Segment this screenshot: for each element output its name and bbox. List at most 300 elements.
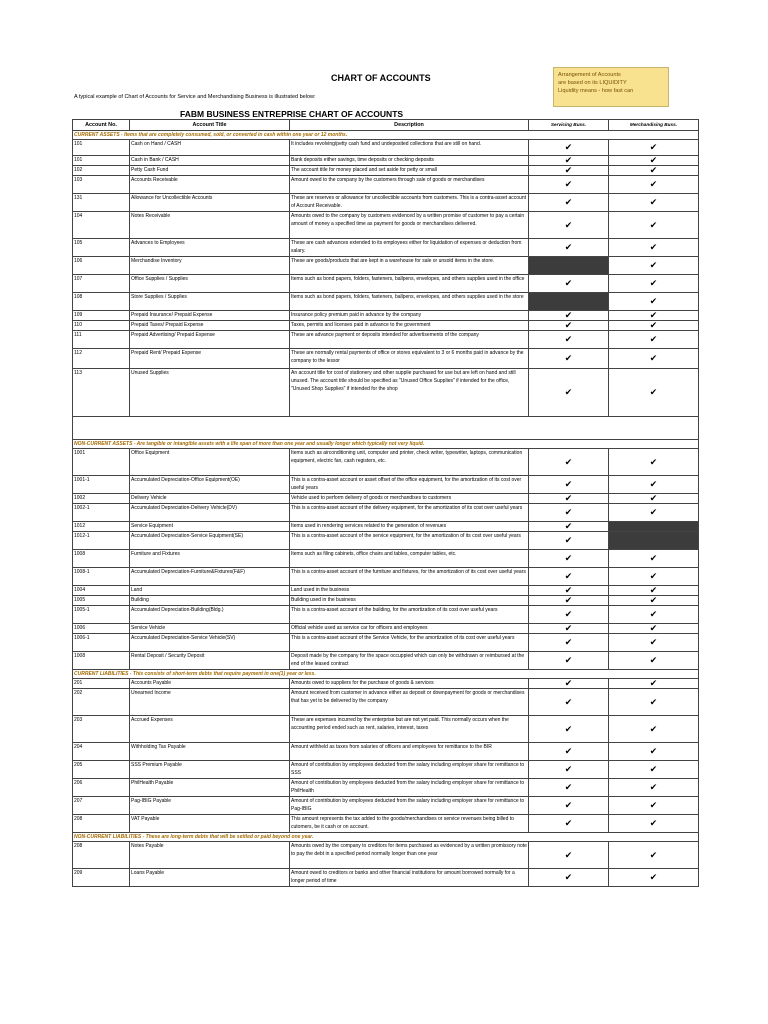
servicing-check-cell xyxy=(529,568,609,586)
merchandising-check-cell xyxy=(609,522,699,532)
check-mark-icon: ✔ xyxy=(564,142,573,152)
servicing-check-cell xyxy=(529,689,609,716)
servicing-check-cell xyxy=(529,321,609,331)
account-no-cell: 105 xyxy=(73,239,130,257)
account-no-cell: 202 xyxy=(73,689,130,716)
account-no-cell: 111 xyxy=(73,331,130,349)
table-row xyxy=(73,321,699,331)
check-mark-icon: ✔ xyxy=(564,219,573,230)
header-merchandising: Merchandising Buss. xyxy=(609,120,699,131)
merchandising-check-cell xyxy=(609,596,699,606)
account-no-cell: 102 xyxy=(73,166,130,176)
account-title-cell: Accounts Receivable xyxy=(130,176,290,194)
merchandising-check-cell xyxy=(609,679,699,689)
description-cell: The account title for money placed and set aside for petty or small xyxy=(290,166,529,176)
note-line: Liquidity means - how fast can xyxy=(558,88,634,94)
check-mark-icon: ✔ xyxy=(564,179,573,189)
note-line: Arrangement of Accounts xyxy=(558,72,621,78)
account-no-cell: 107 xyxy=(73,275,130,293)
merchandising-check-cell xyxy=(609,257,699,275)
check-mark-icon: ✔ xyxy=(649,655,658,665)
servicing-check-cell xyxy=(529,815,609,833)
table-row xyxy=(73,212,699,239)
servicing-check-cell xyxy=(529,239,609,257)
table-row xyxy=(73,176,699,194)
check-mark-icon: ✔ xyxy=(564,155,573,165)
account-title-cell: Accrued Expenses xyxy=(130,716,290,743)
account-title-cell: Accumulated Depreciation-Service Equipment(SE) xyxy=(130,532,290,550)
description-cell: Items used in rendering services related to the generation of revenues xyxy=(290,522,529,532)
merchandising-check-cell xyxy=(609,321,699,331)
account-title-cell: Loans Payable xyxy=(130,869,290,887)
check-mark-icon: ✔ xyxy=(649,165,658,175)
check-mark-icon: ✔ xyxy=(564,623,573,633)
check-mark-icon: ✔ xyxy=(649,595,658,605)
description-cell: Amount of contribution by employees deducted from the salary including employer share for remittance to SSS xyxy=(290,761,529,779)
check-mark-icon: ✔ xyxy=(564,637,573,647)
description-cell: Land used in the business xyxy=(290,586,529,596)
servicing-check-cell xyxy=(529,679,609,689)
description-cell: This is a contra-asset account of the furniture and fixtures, for the amortization of its cost over useful years xyxy=(290,568,529,586)
check-mark-icon: ✔ xyxy=(649,310,658,320)
account-title-cell: Store Supplies / Supplies xyxy=(130,293,290,311)
merchandising-check-cell xyxy=(609,275,699,293)
check-mark-icon: ✔ xyxy=(649,800,658,810)
check-mark-icon: ✔ xyxy=(564,696,573,707)
servicing-check-cell xyxy=(529,504,609,522)
account-no-cell: 208 xyxy=(73,815,130,833)
servicing-check-cell xyxy=(529,257,609,275)
table-row xyxy=(73,369,699,417)
account-no-cell: 1008 xyxy=(73,652,130,670)
description-cell: This is a contra-asset account or asset offset of the office equipment, for the amortization of its cost over useful years xyxy=(290,476,529,494)
merchandising-check-cell xyxy=(609,743,699,761)
servicing-check-cell xyxy=(529,596,609,606)
description-cell: Official vehicle used as service car for officers and employees xyxy=(290,624,529,634)
check-mark-icon: ✔ xyxy=(564,782,573,792)
check-mark-icon: ✔ xyxy=(564,493,573,503)
check-mark-icon: ✔ xyxy=(649,696,658,707)
table-body xyxy=(73,131,699,887)
description-cell: These are reserves or allowance for uncollectible accounts from customers. This is a contra-asset account of Account Receivable. xyxy=(290,194,529,212)
check-mark-icon: ✔ xyxy=(649,507,658,517)
account-title-cell: Prepaid Taxes/ Prepaid Expense xyxy=(130,321,290,331)
table-row xyxy=(73,476,699,494)
servicing-check-cell xyxy=(529,194,609,212)
section-header: CURRENT ASSETS - Items that are completely consumed, sold, or converted in cash within one year or 12 months. xyxy=(73,131,699,140)
check-mark-icon: ✔ xyxy=(649,334,658,344)
check-mark-icon: ✔ xyxy=(649,320,658,330)
check-mark-icon: ✔ xyxy=(649,782,658,792)
check-mark-icon: ✔ xyxy=(649,678,658,688)
servicing-check-cell xyxy=(529,532,609,550)
description-cell: Insurance policy premium paid in advance by the company xyxy=(290,311,529,321)
account-no-cell: 1005 xyxy=(73,596,130,606)
description-cell: This is a contra-asset account of the delivery equipment, for the amortization of its cost over useful years xyxy=(290,504,529,522)
table-row xyxy=(73,257,699,275)
account-no-cell: 101 xyxy=(73,156,130,166)
account-no-cell: 209 xyxy=(73,869,130,887)
description-cell: Amount withheld as taxes from salaries of officers and employees for remittance to the BIR xyxy=(290,743,529,761)
description-cell: Amount received from customer in advance either as deposit or downpayment for goods or merchandises that has yet to be delivered by the company xyxy=(290,689,529,716)
table-row xyxy=(73,568,699,586)
account-title-cell: Office Equipment xyxy=(130,449,290,476)
servicing-check-cell xyxy=(529,166,609,176)
check-mark-icon: ✔ xyxy=(564,800,573,810)
servicing-check-cell xyxy=(529,369,609,417)
check-mark-icon: ✔ xyxy=(649,278,658,288)
description-cell: Items such as filing cabinets, office chairs and tables, computer tables, etc. xyxy=(290,550,529,568)
account-title-cell: Notes Receivable xyxy=(130,212,290,239)
account-no-cell: 131 xyxy=(73,194,130,212)
account-title-cell: Accumulated Depreciation-Service Vehicle(SV) xyxy=(130,634,290,652)
check-mark-icon: ✔ xyxy=(564,535,573,545)
account-no-cell: 208 xyxy=(73,842,130,869)
check-mark-icon: ✔ xyxy=(564,320,573,330)
merchandising-check-cell xyxy=(609,815,699,833)
header-account-title: Account Title xyxy=(130,120,290,131)
check-mark-icon: ✔ xyxy=(564,456,573,467)
check-mark-icon: ✔ xyxy=(649,764,658,774)
account-no-cell: 207 xyxy=(73,797,130,815)
account-title-cell: Service Equipment xyxy=(130,522,290,532)
account-title-cell: Prepaid Insurance/ Prepaid Expense xyxy=(130,311,290,321)
account-no-cell: 104 xyxy=(73,212,130,239)
servicing-check-cell xyxy=(529,331,609,349)
servicing-check-cell xyxy=(529,212,609,239)
check-mark-icon: ✔ xyxy=(649,353,658,363)
servicing-check-cell xyxy=(529,761,609,779)
servicing-check-cell xyxy=(529,275,609,293)
servicing-check-cell xyxy=(529,716,609,743)
account-title-cell: Accounts Payable xyxy=(130,679,290,689)
table-row xyxy=(73,624,699,634)
check-mark-icon: ✔ xyxy=(564,678,573,688)
merchandising-check-cell xyxy=(609,476,699,494)
table-row xyxy=(73,606,699,624)
merchandising-check-cell xyxy=(609,761,699,779)
account-no-cell: 1001 xyxy=(73,449,130,476)
check-mark-icon: ✔ xyxy=(564,764,573,774)
account-title-cell: Service Vehicle xyxy=(130,624,290,634)
merchandising-check-cell xyxy=(609,797,699,815)
account-title-cell: Building xyxy=(130,596,290,606)
account-title-cell: Merchandise Inventory xyxy=(130,257,290,275)
check-mark-icon: ✔ xyxy=(564,746,573,756)
description-cell: Vehicle used to perform delivery of goods or merchandises to customers xyxy=(290,494,529,504)
table-row xyxy=(73,532,699,550)
table-row xyxy=(73,779,699,797)
section-header: NON-CURRENT LIABILITIES - These are long-term debts that will be settled or paid beyond one year. xyxy=(73,833,699,842)
servicing-check-cell xyxy=(529,476,609,494)
check-mark-icon: ✔ xyxy=(649,456,658,467)
description-cell: Building used in the business xyxy=(290,596,529,606)
check-mark-icon: ✔ xyxy=(649,818,658,828)
check-mark-icon: ✔ xyxy=(564,165,573,175)
check-mark-icon: ✔ xyxy=(564,334,573,344)
check-mark-icon: ✔ xyxy=(564,387,573,397)
table-row xyxy=(73,842,699,869)
table-row xyxy=(73,293,699,311)
servicing-check-cell xyxy=(529,140,609,156)
merchandising-check-cell xyxy=(609,716,699,743)
description-cell: This is a contra-asset account of the Service Vehicle, for the amortization of its cost over useful years xyxy=(290,634,529,652)
servicing-check-cell xyxy=(529,522,609,532)
table-row xyxy=(73,166,699,176)
check-mark-icon: ✔ xyxy=(649,623,658,633)
servicing-check-cell xyxy=(529,176,609,194)
section-row xyxy=(73,833,699,842)
check-mark-icon: ✔ xyxy=(564,242,573,252)
description-cell: An account title for cost of stationery and other supplie purchased for use but are left on hand and still unused. The account title should be specified as "Unused Office Supplies" if intended for the office, "Unused Shop Supplies" if intended for the shop xyxy=(290,369,529,417)
check-mark-icon: ✔ xyxy=(564,818,573,828)
merchandising-check-cell xyxy=(609,239,699,257)
description-cell: Amount owed to creditors or banks and other financial institutions for amount borrowed normally for a longer period of time xyxy=(290,869,529,887)
section-header: CURRENT LIABILITIES - This consists of short-term debts that require payment in one(1) year or less. xyxy=(73,670,699,679)
account-title-cell: Prepaid Advertising/ Prepaid Expense xyxy=(130,331,290,349)
check-mark-icon: ✔ xyxy=(649,296,658,306)
check-mark-icon: ✔ xyxy=(649,179,658,189)
account-title-cell: Accumulated Depreciation-Furniture&Fixtures(F&F) xyxy=(130,568,290,586)
account-title-cell: Unused Supplies xyxy=(130,369,290,417)
check-mark-icon: ✔ xyxy=(649,849,658,860)
account-no-cell: 112 xyxy=(73,349,130,369)
merchandising-check-cell xyxy=(609,194,699,212)
account-title-cell: Rental Deposit / Security Deposit xyxy=(130,652,290,670)
account-no-cell: 1005-1 xyxy=(73,606,130,624)
merchandising-check-cell xyxy=(609,532,699,550)
description-cell: Bank deposits either savings, time deposits or checking deposits xyxy=(290,156,529,166)
account-no-cell: 109 xyxy=(73,311,130,321)
servicing-check-cell xyxy=(529,293,609,311)
account-title-cell: Cash in Bank / CASH xyxy=(130,156,290,166)
description-cell: Amount of contribution by employees deducted from the salary including employer share for remittance to Pag-IBIG xyxy=(290,797,529,815)
merchandising-check-cell xyxy=(609,311,699,321)
account-title-cell: Advances to Employees xyxy=(130,239,290,257)
check-mark-icon: ✔ xyxy=(649,142,658,152)
table-row xyxy=(73,689,699,716)
description-cell: Amount of contribution by employees deducted from the salary including employer share for remittance to PhilHealth xyxy=(290,779,529,797)
table-row xyxy=(73,522,699,532)
account-title-cell: Accumulated Depreciation-Delivery Vehicle(DV) xyxy=(130,504,290,522)
account-no-cell: 1012-1 xyxy=(73,532,130,550)
table-row xyxy=(73,716,699,743)
merchandising-check-cell xyxy=(609,293,699,311)
merchandising-check-cell xyxy=(609,634,699,652)
description-cell: This amount represents the tax added to the goods/merchandises or service revenues being billed to cutomers, be it cash or on account. xyxy=(290,815,529,833)
servicing-check-cell xyxy=(529,842,609,869)
table-row xyxy=(73,331,699,349)
merchandising-check-cell xyxy=(609,689,699,716)
description-cell: Items such as bond papers, folders, fasteners, ballpens, envelopes, and others supplies used in the store xyxy=(290,293,529,311)
account-no-cell: 1006-1 xyxy=(73,634,130,652)
account-title-cell: Delivery Vehicle xyxy=(130,494,290,504)
account-no-cell: 203 xyxy=(73,716,130,743)
table-row xyxy=(73,349,699,369)
merchandising-check-cell xyxy=(609,369,699,417)
table-row xyxy=(73,449,699,476)
merchandising-check-cell xyxy=(609,779,699,797)
description-cell: Taxes, permits and licenses paid in advance to the government xyxy=(290,321,529,331)
check-mark-icon: ✔ xyxy=(564,521,573,531)
section-row xyxy=(73,440,699,449)
servicing-check-cell xyxy=(529,797,609,815)
description-cell: Amounts owed by the company to creditors for items purchased as evidenced by a written promissory note to pay the debt in a specified period normally longer than one year xyxy=(290,842,529,869)
account-title-cell: PhilHealth Payable xyxy=(130,779,290,797)
table-row xyxy=(73,239,699,257)
merchandising-check-cell xyxy=(609,494,699,504)
liquidity-note xyxy=(553,67,669,107)
account-title-cell: Notes Payable xyxy=(130,842,290,869)
header-account-no: Account No. xyxy=(73,120,130,131)
account-title-cell: Allowance for Uncollectible Accounts xyxy=(130,194,290,212)
check-mark-icon: ✔ xyxy=(564,507,573,517)
check-mark-icon: ✔ xyxy=(564,723,573,734)
check-mark-icon: ✔ xyxy=(649,637,658,647)
check-mark-icon: ✔ xyxy=(564,609,573,619)
merchandising-check-cell xyxy=(609,349,699,369)
servicing-check-cell xyxy=(529,449,609,476)
check-mark-icon: ✔ xyxy=(564,479,573,489)
description-cell: Items such as airconditioning unit, computer and printer, check writer, typewriter, laptops, communication equipment, electric fan, cash registers, etc. xyxy=(290,449,529,476)
account-no-cell: 1008-1 xyxy=(73,568,130,586)
account-title-cell: Petty Cash Fund xyxy=(130,166,290,176)
table-row xyxy=(73,761,699,779)
accounts-table xyxy=(72,119,699,887)
merchandising-check-cell xyxy=(609,140,699,156)
account-title-cell: Office Supplies / Supplies xyxy=(130,275,290,293)
table-row xyxy=(73,679,699,689)
servicing-check-cell xyxy=(529,311,609,321)
merchandising-check-cell xyxy=(609,606,699,624)
check-mark-icon: ✔ xyxy=(564,595,573,605)
servicing-check-cell xyxy=(529,156,609,166)
table-row xyxy=(73,586,699,596)
account-no-cell: 1002 xyxy=(73,494,130,504)
description-cell: These are expenses incurred by the enterprise but are not yet paid. This normally occurs when the accounting period ended such as rent, salaries, interest, taxes xyxy=(290,716,529,743)
description-cell: These are advance payment or deposits intended for advertisements of the company xyxy=(290,331,529,349)
description-cell: Deposit made by the company for the space occuppied which can only be withdrawn or reimbursed at the end of the leased contract xyxy=(290,652,529,670)
account-title-cell: Land xyxy=(130,586,290,596)
check-mark-icon: ✔ xyxy=(649,723,658,734)
table-row xyxy=(73,275,699,293)
merchandising-check-cell xyxy=(609,652,699,670)
spacer-cell xyxy=(73,417,699,440)
merchandising-check-cell xyxy=(609,331,699,349)
merchandising-check-cell xyxy=(609,568,699,586)
account-title-cell: Withholding Tax Payable xyxy=(130,743,290,761)
description-cell: Items such as bond papers, folders, fasteners, ballpens, envelopes, and others supplies used in the office xyxy=(290,275,529,293)
servicing-check-cell xyxy=(529,652,609,670)
table-row xyxy=(73,504,699,522)
merchandising-check-cell xyxy=(609,586,699,596)
header-servicing: Servicing Buss. xyxy=(529,120,609,131)
check-mark-icon: ✔ xyxy=(564,353,573,363)
account-no-cell: 1004 xyxy=(73,586,130,596)
account-no-cell: 106 xyxy=(73,257,130,275)
account-no-cell: 108 xyxy=(73,293,130,311)
servicing-check-cell xyxy=(529,586,609,596)
account-no-cell: 1006 xyxy=(73,624,130,634)
check-mark-icon: ✔ xyxy=(649,493,658,503)
account-no-cell: 204 xyxy=(73,743,130,761)
account-title-cell: Unearned Income xyxy=(130,689,290,716)
description-cell: This is a contra-asset account of the service equipment, for the amortization of its cost over useful years xyxy=(290,532,529,550)
merchandising-check-cell xyxy=(609,550,699,568)
servicing-check-cell xyxy=(529,634,609,652)
check-mark-icon: ✔ xyxy=(649,219,658,230)
spacer-row xyxy=(73,417,699,440)
servicing-check-cell xyxy=(529,869,609,887)
account-no-cell: 101 xyxy=(73,140,130,156)
merchandising-check-cell xyxy=(609,869,699,887)
account-title-cell: Accumulated Depreciation-Building(Bldg.) xyxy=(130,606,290,624)
check-mark-icon: ✔ xyxy=(564,872,573,882)
merchandising-check-cell xyxy=(609,449,699,476)
account-no-cell: 103 xyxy=(73,176,130,194)
check-mark-icon: ✔ xyxy=(649,872,658,882)
section-header: NON-CURRENT ASSETS - Are tangible or intangible assets with a life span of more than one year and usually longer which typically not very liquid. xyxy=(73,440,699,449)
account-title-cell: Prepaid Rent/ Prepaid Expense xyxy=(130,349,290,369)
check-mark-icon: ✔ xyxy=(564,849,573,860)
check-mark-icon: ✔ xyxy=(649,197,658,207)
table-row xyxy=(73,194,699,212)
check-mark-icon: ✔ xyxy=(649,609,658,619)
servicing-check-cell xyxy=(529,743,609,761)
merchandising-check-cell xyxy=(609,156,699,166)
check-mark-icon: ✔ xyxy=(649,155,658,165)
description-cell: It includes revolving/petty cash fund and undeposited collections that are still on hand. xyxy=(290,140,529,156)
servicing-check-cell xyxy=(529,779,609,797)
account-title-cell: Accumulated Depreciation-Office Equipment(OE) xyxy=(130,476,290,494)
account-title-cell: Pag-IBIG Payable xyxy=(130,797,290,815)
merchandising-check-cell xyxy=(609,166,699,176)
merchandising-check-cell xyxy=(609,624,699,634)
table-row xyxy=(73,494,699,504)
account-no-cell: 201 xyxy=(73,679,130,689)
check-mark-icon: ✔ xyxy=(649,746,658,756)
account-title-cell: SSS Premium Payable xyxy=(130,761,290,779)
account-title-cell: Cash on Hand / CASH xyxy=(130,140,290,156)
table-row xyxy=(73,797,699,815)
table-row xyxy=(73,156,699,166)
merchandising-check-cell xyxy=(609,176,699,194)
account-no-cell: 1008 xyxy=(73,550,130,568)
table-row xyxy=(73,743,699,761)
table-row xyxy=(73,652,699,670)
account-title-cell: Furniture and Fixtures xyxy=(130,550,290,568)
description-cell: Amounts owed to the company by customers evidenced by a written promise of customer to pay a certain amount of money a specified time as payment for goods or merchandises delivered. xyxy=(290,212,529,239)
section-row xyxy=(73,131,699,140)
table-row xyxy=(73,869,699,887)
check-mark-icon: ✔ xyxy=(564,278,573,288)
header-row xyxy=(73,120,699,131)
description-cell: These are normally rental payments of office or stores equivalent to 3 or 6 months paid in advance by the company to the lessor xyxy=(290,349,529,369)
check-mark-icon: ✔ xyxy=(649,242,658,252)
account-no-cell: 113 xyxy=(73,369,130,417)
description-cell: These are goods/products that are kept in a warehouse for sale or unsold items in the store. xyxy=(290,257,529,275)
servicing-check-cell xyxy=(529,550,609,568)
table-row xyxy=(73,634,699,652)
check-mark-icon: ✔ xyxy=(649,260,658,270)
merchandising-check-cell xyxy=(609,212,699,239)
account-no-cell: 205 xyxy=(73,761,130,779)
check-mark-icon: ✔ xyxy=(564,310,573,320)
account-no-cell: 1001-1 xyxy=(73,476,130,494)
check-mark-icon: ✔ xyxy=(564,585,573,595)
table-row xyxy=(73,596,699,606)
intro-text: A typical example of Chart of Accounts for Service and Merchandising Business is illustrated below: xyxy=(74,94,316,100)
